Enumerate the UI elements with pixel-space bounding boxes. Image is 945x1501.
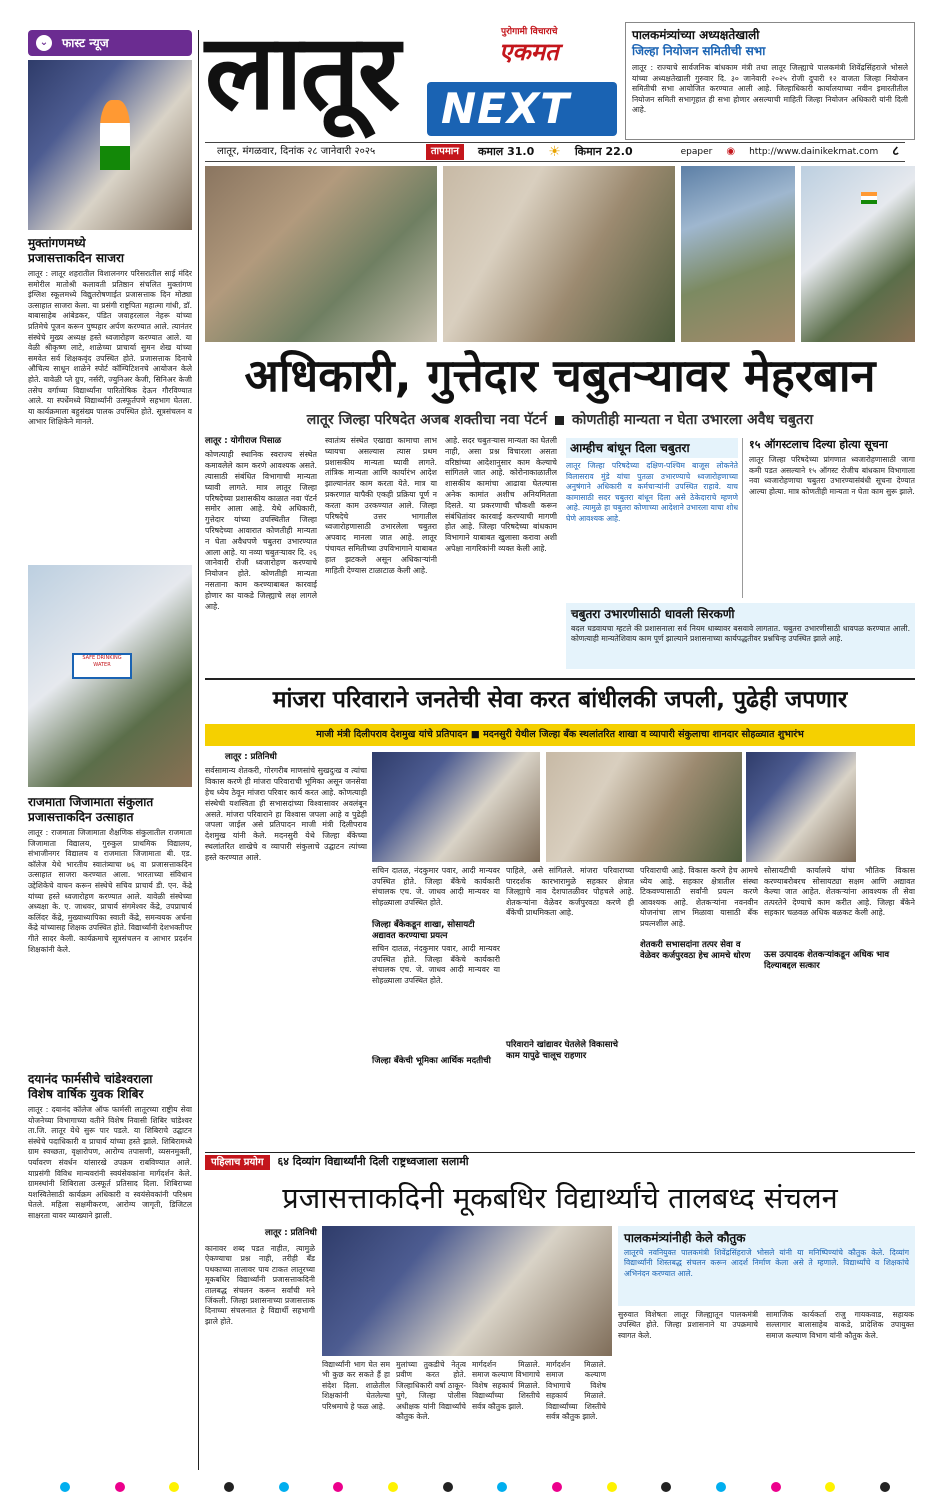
- second-sub-5: ऊस उत्पादक शेतकऱ्यांकडून अधिक भाव दिल्याबद्दल सत्कार: [764, 950, 890, 971]
- brand-logo: एकमत: [499, 38, 559, 66]
- page-number: ८: [892, 144, 899, 160]
- story-3-headline: [28, 1072, 192, 1102]
- second-headline: मांजरा परिवाराने जनतेची सेवा करत बांधीलकी जपली, पुढेही जपणार: [205, 678, 915, 720]
- reg-dot-cyan-2: [279, 1482, 289, 1492]
- lead-box-1-body: लातूर जिल्हा परिषदेच्या दक्षिण-पश्चिम बाजूस लोकनेते विलासराव मुंडे यांचा पुतळा उभारण्याचे ध्वजारोहणाच्या अनुषंगाने अधिकारी व कर्मचाऱ्यांनी उपस्थित राहावे. याच कामासाठी सदर चबुतरा बांधून दिला असे ठेकेदाराचे म्हणणे आहे. त्यामुळे हा चबुतरा कोणाच्या आदेशाने उभारला याचा शोध घेणे आवश्यक आहे.: [566, 461, 738, 523]
- registration-strip: [60, 1480, 890, 1494]
- story-2: [28, 795, 192, 1066]
- second-col-4: [640, 866, 758, 1128]
- reg-dot-yellow: [169, 1482, 179, 1492]
- second-col-3: [506, 866, 634, 1128]
- lead-photo-3: [681, 166, 795, 342]
- square-bullet-icon: [555, 416, 564, 425]
- third-box-col-1: सुरुवात विशेषतः लातूर जिल्ह्यातून पालकमंत्री उपस्थित होते. जिल्हा प्रशासनाने या उपक्रमाचे स्वागत केले.: [618, 1310, 758, 1340]
- third-col-1-text: कानावर शब्द पडत नाहीत, त्यामुळे ऐकण्याचा प्रश्न नाही, तरीही बँड पथकाच्या तालावर पाय टाकत लातूरच्या मूकबधिर विद्यार्थ्यांनी प्रजासत्ताकदिनी तालबद्ध संचलन करून सर्वांची मने जिंकली. जिल्हा प्रशासनाच्या प्रजासत्ताक दिनाच्या संचलनात हे विद्यार्थी सहभागी झाले होते.: [205, 1244, 315, 1326]
- lead-box-1: [566, 438, 738, 598]
- reg-dot-black: [224, 1482, 234, 1492]
- story-2-headline: [28, 795, 192, 825]
- story-2-headline-line2: प्रजासत्ताकदिन उत्साहात: [28, 810, 134, 824]
- lead-box-3-title: चबुतरा उभारणीसाठी धावली सिरकणी: [571, 607, 735, 621]
- story-3-headline-line2: विशेष वार्षिक युवक शिबिर: [28, 1087, 144, 1101]
- third-cols: [322, 1360, 612, 1468]
- lead-subhead-part1: लातूर जिल्हा परिषदेत अजब शक्तीचा नवा पॅटर्न: [306, 411, 547, 428]
- third-tag: पहिलाच प्रयोग: [205, 1155, 270, 1171]
- sidebar-photo-2: [28, 565, 192, 787]
- lead-box-2-body: लातूर जिल्हा परिषदेच्या प्रांगणात ध्वजारोहणासाठी जागा कमी पडत असल्याने १५ ऑगस्ट रोजीच बांधकाम विभागाला नवा ध्वजारोहणाचा चबुतरा उभारण्यासंबंधी सूचना देण्यात आल्या होत्या. मात्र कोणतीही मान्यता न घेता काम सुरू झाले.: [749, 455, 915, 496]
- lead-photo-2: [443, 166, 675, 342]
- lead-subhead-part2: कोणतीही मान्यता न घेता उभारला अवैध चबुतरा: [571, 411, 814, 428]
- flag-icon-2: [861, 192, 877, 204]
- third-col-4b: मार्गदर्शन मिळाले. समाज कल्याण विभागाचे विशेष सहकार्य मिळाले. विद्यार्थ्यांच्या शिस्तीचे सर्वत्र कौतुक झाले.: [546, 1360, 606, 1422]
- story-1-headline-line1: मुक्तांगणमध्ये: [28, 236, 86, 250]
- chevron-down-icon: ⌄: [36, 35, 52, 51]
- reg-dot-magenta-4: [771, 1482, 781, 1492]
- third-photo: [322, 1226, 612, 1356]
- lead-col-2: स्वातंत्र्य संस्थेत एखाद्या कामाचा लाभ घ्यायचा असल्यास त्यास प्रथम प्रशासकीय मान्यता घ्यावी लागते. तांत्रिक मान्यता आणि कार्यारंभ आदेश झाल्यानंतर काम करता येते. मात्र या प्रकरणात यापैकी एकही प्रक्रिया पूर्ण न करता काम उरकण्यात आले. जिल्हा परिषदेचे उत्तर भागातील ध्वजारोहणासाठी उभारलेला चबुतरा अपवाद मानला जात आहे. लातूर पंचायत समितीच्या उपविभागाने याबाबत हात झटकले असून अधिकाऱ्यांनी माहिती देण्यास टाळाटाळ केली आहे.: [325, 436, 437, 575]
- lead-col-1-text: कोणत्याही स्थानिक स्वराज्य संस्थेत कमावलेले काम करणे आवश्यक असते. त्यासाठी संबंधित विभागाची मान्यता घ्यावी लागते. मात्र लातूर जिल्हा परिषदेच्या प्रशासकीय काळात नवा पॅटर्न समोर आला आहे. येथे अधिकारी, गुत्तेदार यांच्या उपस्थितीत जिल्हा परिषदेच्या आवारात कोणतीही मान्यता न घेता अवैधपणे चबुतरा उभारण्यात आला आहे. या नव्या चबुतऱ्यावर दि. २६ जानेवारी रोजी ध्वजारोहण करण्याचे नियोजन होते. कोणतीही मान्यता नसताना काम करण्याबाबत कारवाई होणार का याकडे जिल्ह्याचे लक्ष लागले आहे.: [205, 450, 317, 611]
- top-right-body: लातूर : राज्याचे सार्वजनिक बांधकाम मंत्री तथा लातूर जिल्ह्याचे पालकमंत्री शिवेंद्रसिंहराजे भोसले यांच्या अध्यक्षतेखाली गुरुवार दि. ३० जानेवारी २०२५ रोजी दुपारी १२ वाजता जिल्हा नियोजन समितीची सभा आयोजित करण्यात आली आहे. जिल्हाधिकारी कार्यालयाच्या नवीन इमारतीतील नियोजन समिती सभागृहात ही सभा होणार असल्याची माहिती जिल्हा नियोजन अधिकारी यांनी दिली आहे.: [632, 63, 908, 114]
- third-box-col-2: सामाजिक कार्यकर्ता राजु गायकवाड, सहायक सल्लागार बालासाहेब वाकडे, प्रादेशिक उपायुक्त समाज कल्याण विभाग यांनी कौतुक केले.: [766, 1310, 914, 1340]
- second-photo-2: [546, 752, 742, 862]
- third-col-3: मुलांच्या तुकडीचे नेतृत्व प्रवीण करत होते. जिल्हाधिकारी वर्षा ठाकूर-घुगे, जिल्हा पोलीस अधीक्षक यांनी विद्यार्थ्यांचे कौतुक केले.: [396, 1360, 466, 1422]
- lead-headline: अधिकारी, गुत्तेदार चबुतऱ्यावर मेहरबान: [244, 349, 876, 402]
- flag-icon: [100, 100, 130, 170]
- reg-dot-black-2: [443, 1482, 453, 1492]
- top-right-headline: [632, 27, 908, 59]
- third-tag-text: ६४ दिव्यांग विद्यार्थ्यांनी दिली राष्ट्रध्वजाला सलामी: [277, 1155, 469, 1169]
- brand-tagline: पुरोगामी विचाराचे: [501, 27, 558, 37]
- story-2-body: लातूर : राजमाता जिजामाता शैक्षणिक संकुलातील राजमाता जिजामाता विद्यालय, गुरुकुल प्राथमिक विद्यालय, संभाजीनगर विद्यालय व राजमाता जिजामाता बी. एड. कॉलेज येथे भारतीय स्वातंत्र्याचा ७६ वा प्रजासत्ताकदिन उत्साहात साजरा करण्यात आला. भारताच्या संविधान उद्देशिकेचे वाचन करून संस्थेचे सचिव प्राचार्य डी. एन. केंद्रे यांच्या हस्ते ध्वजारोहण करण्यात आले. यावेळी संस्थेच्या अध्यक्षा के. ए. जाधवर, प्राचार्य संगमेश्वर केंद्रे, उपप्राचार्य कलिंदर केंद्रे, मुख्याध्यापिका स्वाती केंद्रे, समन्वयक अर्चना केंद्रे यांच्यासह शिक्षक उपस्थित होते. विद्यार्थ्यांनी देशभक्तीपर गीते सादर केली. कार्यक्रमाचे सूत्रसंचलन व आभार प्रदर्शन शिक्षकांनी केले.: [28, 828, 192, 954]
- lead-subhead: [205, 408, 915, 432]
- lead-body: [205, 436, 560, 671]
- second-photo-1: [372, 752, 540, 862]
- second-byline: लातूर : प्रतिनिधी: [225, 752, 277, 762]
- water-sign: SAFE DRINKING WATER: [72, 653, 132, 679]
- third-box: [618, 1226, 915, 1306]
- sidebar-photo-1: [28, 60, 192, 230]
- reg-dot-magenta: [115, 1482, 125, 1492]
- top-right-story: [625, 22, 915, 140]
- second-col-5-text: सोसायटीची कार्यालये यांचा भौतिक विकास करण्याबरोबरच सोसायट्या सक्षम आणि अद्यावत केल्या जात आहेत. शेतकऱ्यांना आवश्यक ती सेवा तत्परतेने देण्याचे काम करीत आहे. जिल्हा बँकेने सहकार चळवळ अधिक बळकट केली आहे.: [764, 866, 915, 918]
- globe-icon: ◉: [726, 146, 736, 158]
- third-box-body: लातूरचे नवनियुक्त पालकमंत्री शिवेंद्रसिंहराजे भोसले यांनी या मनिष्पिण्यांचे कौतुक केले. दिव्यांग विद्यार्थ्यांनी शिस्तबद्ध संचलन करून आदर्श निर्माण केला असे ते म्हणाले. विद्यार्थ्यांचे व शिक्षकांचे अभिनंदन करण्यात आले.: [624, 1248, 909, 1278]
- epaper-url[interactable]: http://www.dainikekmat.com: [749, 146, 879, 157]
- third-box-title: पालकमंत्र्यांनीही केले कौतुक: [624, 1231, 746, 1245]
- second-sub-4: शेतकरी सभासदांना तत्पर सेवा व वेळेवर कर्जपुरवठा हेच आमचे धोरण: [640, 940, 751, 961]
- lead-col-3: आहे. सदर चबुतऱ्यास मान्यता का घेतली नाही, असा प्रश्न विचारला असता वरिष्ठांच्या आदेशानुसार काम केल्याचे सांगितले जात आहे. कोरोनाकाळातील शासकीय कामांचा आढावा घेतल्यास अनेक कामांत अशीच अनियमितता दिसते. या प्रकरणाची चौकशी करून संबंधितांवर कारवाई करण्याची मागणी होत आहे. जिल्हा परिषदेच्या बांधकाम विभागाने याबाबत खुलासा करावा अशी अपेक्षा नागरिकांनी व्यक्त केली आहे.: [445, 436, 557, 553]
- second-col-5-inner: [862, 752, 915, 753]
- second-sub-2: जिल्हा बँकेची भूमिका आर्थिक मदतीची: [372, 1056, 491, 1066]
- second-sub-3: परिवाराने खांद्यावर घेतलेले विकासाचे काम यापुढे चालूच राहणार: [506, 1040, 619, 1061]
- second-sub-1: जिल्हा बँकेकडून शाखा, सोसायटी अद्यावत करण्याचा प्रयत्न: [372, 920, 475, 941]
- top-right-headline-line1: पालकमंत्र्यांच्या अध्यक्षतेखाली: [632, 28, 760, 42]
- temp-min: किमान 22.0: [574, 144, 633, 158]
- second-col-2: [372, 866, 500, 1128]
- fast-news-header: [28, 30, 192, 56]
- reg-dot-cyan-4: [716, 1482, 726, 1492]
- lead-box-3: [566, 603, 915, 669]
- second-col-6: [764, 866, 915, 1128]
- dateline-bar: [205, 142, 905, 162]
- lead-photo-1: [205, 166, 437, 342]
- sun-icon: ☀: [548, 143, 561, 160]
- lead-box-1-title: आम्हीच बांधून दिला चबुतरा: [566, 438, 738, 458]
- story-1-body: लातूर : लातूर शहरातील विशालनगर परिसरातील साई मंदिर समोरील मातोश्री कलावती प्रतिष्ठान संचलित मुक्तांगण इंग्लिश स्कूलमध्ये विद्युतरोषणाईत प्रजासत्ताक दिन मोठ्या उत्साहात साजरा केला. या प्रसंगी राष्ट्रपिता महात्मा गांधी, डॉ. बाबासाहेब आंबेडकर, पंडित जवाहरलाल नेहरू यांच्या प्रतिमेचे पूजन करून पुष्पहार अर्पण करण्यात आले. त्यानंतर संस्थेचे मुख्य अध्यक्ष हस्ते ध्वजारोहण करण्यात आले. या वेळी श्रीकृष्ण लाटे, शाळेच्या प्राचार्या सुमन शेख यांच्या समवेत सर्व शिक्षकवृंद उपस्थित होते. प्रजासत्ताक दिनाचे औचित्य साधून शाळेने स्पोर्ट कॉम्पिटिशनचे आयोजन केले होते. यावेळी प्ले ग्रुप, नर्सरी, ज्युनिअर केजी, सिनिअर केजी तसेच वर्गाच्या विद्यार्थ्यांना पारितोषिक देऊन गौरविण्यात आले. या स्पर्धेमध्ये विद्यार्थ्यांनी उत्स्फूर्तपणे सहभाग घेतला. या कार्यक्रमाला बहुसंख्य पालक उपस्थित होते. सूत्रसंचलन व आभार शिक्षिकेने मानले.: [28, 269, 192, 427]
- next-logo: NEXT: [427, 82, 617, 136]
- lead-photo-4: [801, 166, 915, 342]
- lead-box-2-title: १५ ऑगस्टलाच दिल्या होत्या सूचना: [749, 438, 888, 451]
- epaper-label: epaper: [680, 146, 713, 157]
- temp-label: तापमान: [426, 144, 464, 160]
- masthead-title: लातूर: [205, 11, 399, 133]
- second-col-2-more: सचिन दातळ, नंदकुमार पवार, आदी मान्यवर उपस्थित होते. जिल्हा बँकेचे कार्यकारी संचालक एच. जे. जाधव आदी मान्यवर या सोहळ्याला उपस्थित होते.: [372, 944, 500, 985]
- reg-dot-yellow-3: [607, 1482, 617, 1492]
- story-2-headline-line1: राजमाता जिजामाता संकुलात: [28, 795, 154, 809]
- top-right-headline-line2: जिल्हा नियोजन समितीची सभा: [632, 44, 766, 58]
- reg-dot-yellow-2: [388, 1482, 398, 1492]
- sidebar: [28, 30, 192, 1475]
- lead-byline: लातूर : योगीराज पिसाळ: [205, 436, 282, 446]
- reg-dot-black-3: [661, 1482, 671, 1492]
- lead-photos: [205, 166, 915, 342]
- lead-box-3-body: बदल घडवायचा म्हटले की प्रशासनाला सर्व नियम धाब्यावर बसवावे लागतात. चबुतरा उभारणीसाठी धावपळ करण्यात आली. कोणत्याही मान्यतेशिवाय काम पूर्ण झाल्याने प्रशासनाच्या कार्यपद्धतीवर प्रश्नचिन्ह उपस्थित झाले आहे.: [571, 624, 910, 644]
- lead-box-2: [742, 438, 915, 598]
- fast-news-label: फास्ट न्यूज: [62, 35, 109, 50]
- second-col-4-text: परिवाराची आहे. विकास करणे हेच आमचे ध्येय आहे. सहकार क्षेत्रातील संस्था टिकवण्यासाठी सर्वांनी प्रयत्न करणे आवश्यक आहे. शेतकऱ्यांना नवनवीन योजनांचा लाभ मिळावा यासाठी बँक प्रयत्नशील आहे.: [640, 866, 758, 928]
- reg-dot-yellow-4: [825, 1482, 835, 1492]
- reg-dot-black-4: [880, 1482, 890, 1492]
- third-col-4: मार्गदर्शन मिळाले. समाज कल्याण विभागाचे विशेष सहकार्य मिळाले. विद्यार्थ्यांच्या शिस्तीचे सर्वत्र कौतुक झाले.: [472, 1360, 540, 1411]
- dateline: लातूर, मंगळवार, दिनांक २८ जानेवारी २०२५: [217, 146, 376, 158]
- story-3: [28, 1072, 192, 1375]
- temp-max: कमाल 31.0: [477, 144, 535, 158]
- second-col-1: [205, 752, 367, 1130]
- second-col-2-text: सचिन दातळ, नंदकुमार पवार, आदी मान्यवर उपस्थित होते. जिल्हा बँकेचे कार्यकारी संचालक एच. जे. जाधव आदी मान्यवर या सोहळ्याला उपस्थित होते.: [372, 866, 500, 907]
- third-headline: प्रजासत्ताकदिनी मूकबधिर विद्यार्थ्यांचे तालबध्द संचलन: [282, 1181, 838, 1215]
- third-box-cols: [618, 1310, 915, 1468]
- reg-dot-cyan: [60, 1482, 70, 1492]
- story-1-headline: [28, 236, 192, 266]
- masthead: [205, 11, 615, 162]
- reg-dot-magenta-3: [552, 1482, 562, 1492]
- reg-dot-magenta-2: [333, 1482, 343, 1492]
- reg-dot-cyan-3: [497, 1482, 507, 1492]
- third-col-2: विद्यार्थ्यांनी भाग घेत सम भी कुछ कर सकते हैं हा संदेश दिला. शाळेतील शिक्षकांनी घेतलेल्या परिश्रमाचे हे फळ आहे.: [322, 1360, 390, 1411]
- second-col-3-text: पाहिले, असे सांगितले. मांजरा परिवाराच्या पारदर्शक कारभारामुळे सहकार क्षेत्रात जिल्ह्याचे नाव देशपातळीवर पोहचले आहे. शेतकऱ्यांना वेळेवर कर्जपुरवठा करणे ही बँकेची प्राथमिकता आहे.: [506, 866, 634, 918]
- lead-col-1: [205, 436, 317, 671]
- story-3-body: लातूर : दयानंद कॉलेज ऑफ फार्मसी लातूरच्या राष्ट्रीय सेवा योजनेच्या विभागाच्या वतीने विशेष निवासी शिबिर चांडेश्वर ता.जि. लातूर येथे सुरू पार पडले. या शिबिराचे उद्घाटन संस्थेचे पदाधिकारी व प्राचार्य यांच्या हस्ते झाले. शिबिरामध्ये ग्राम स्वच्छता, वृक्षारोपण, आरोग्य तपासणी, व्यसनमुक्ती, पर्यावरण संवर्धन यांसारखे उपक्रम राबविण्यात आले. याप्रसंगी विविध मान्यवरांनी स्वयंसेवकांना मार्गदर्शन केले. ग्रामस्थांनी शिबिराला उत्स्फूर्त प्रतिसाद दिला. शिबिराच्या यशस्वितेसाठी कार्यक्रम अधिकारी व स्वयंसेवकांनी परिश्रम घेतले. महिला सक्षमीकरण, आरोग्य जागृती, डिजिटल साक्षरता यावर व्याख्याने झाली.: [28, 1105, 192, 1220]
- sidebar-divider: [198, 30, 199, 1470]
- story-3-headline-line1: दयानंद फार्मसीचे चांडेश्वराला: [28, 1072, 153, 1086]
- story-1-headline-line2: प्रजासत्ताकदिन साजरा: [28, 251, 125, 265]
- story-1: [28, 236, 192, 559]
- third-tag-bar: [205, 1152, 915, 1172]
- second-col-1-text: सर्वसामान्य शेतकरी, गोरगरीब माणसांचे सुखदुःख व त्यांचा विकास करणे ही मांजरा परिवाराची भूमिका असून जनसेवा हेच ध्येय ठेवून मांजरा परिवार कार्य करत आहे. कोणत्याही संस्थेची यशस्विता ही सभासदांच्या विश्वासावर अवलंबून असते. मांजरा परिवाराने हा विश्वास जपला आहे व पुढेही जपला जाईल असे प्रतिपादन माजी मंत्री दिलीपराव देशमुख यांनी केले. मदनसुरी येथे जिल्हा बँकेच्या स्थलांतरित शाखेचे व व्यापारी संकुलाचे उद्घाटन त्यांच्या हस्ते करण्यात आले.: [205, 766, 367, 862]
- second-strap: माजी मंत्री दिलीपराव देशमुख यांचे प्रतिपादन ■ मदनसुरी येथील जिल्हा बँक स्थलांतरित शाखा व व्यापारी संकुलाचा शानदार सोहळ्यात शुभारंभ: [205, 724, 915, 746]
- third-byline: लातूर : प्रतिनिधी: [265, 1228, 317, 1238]
